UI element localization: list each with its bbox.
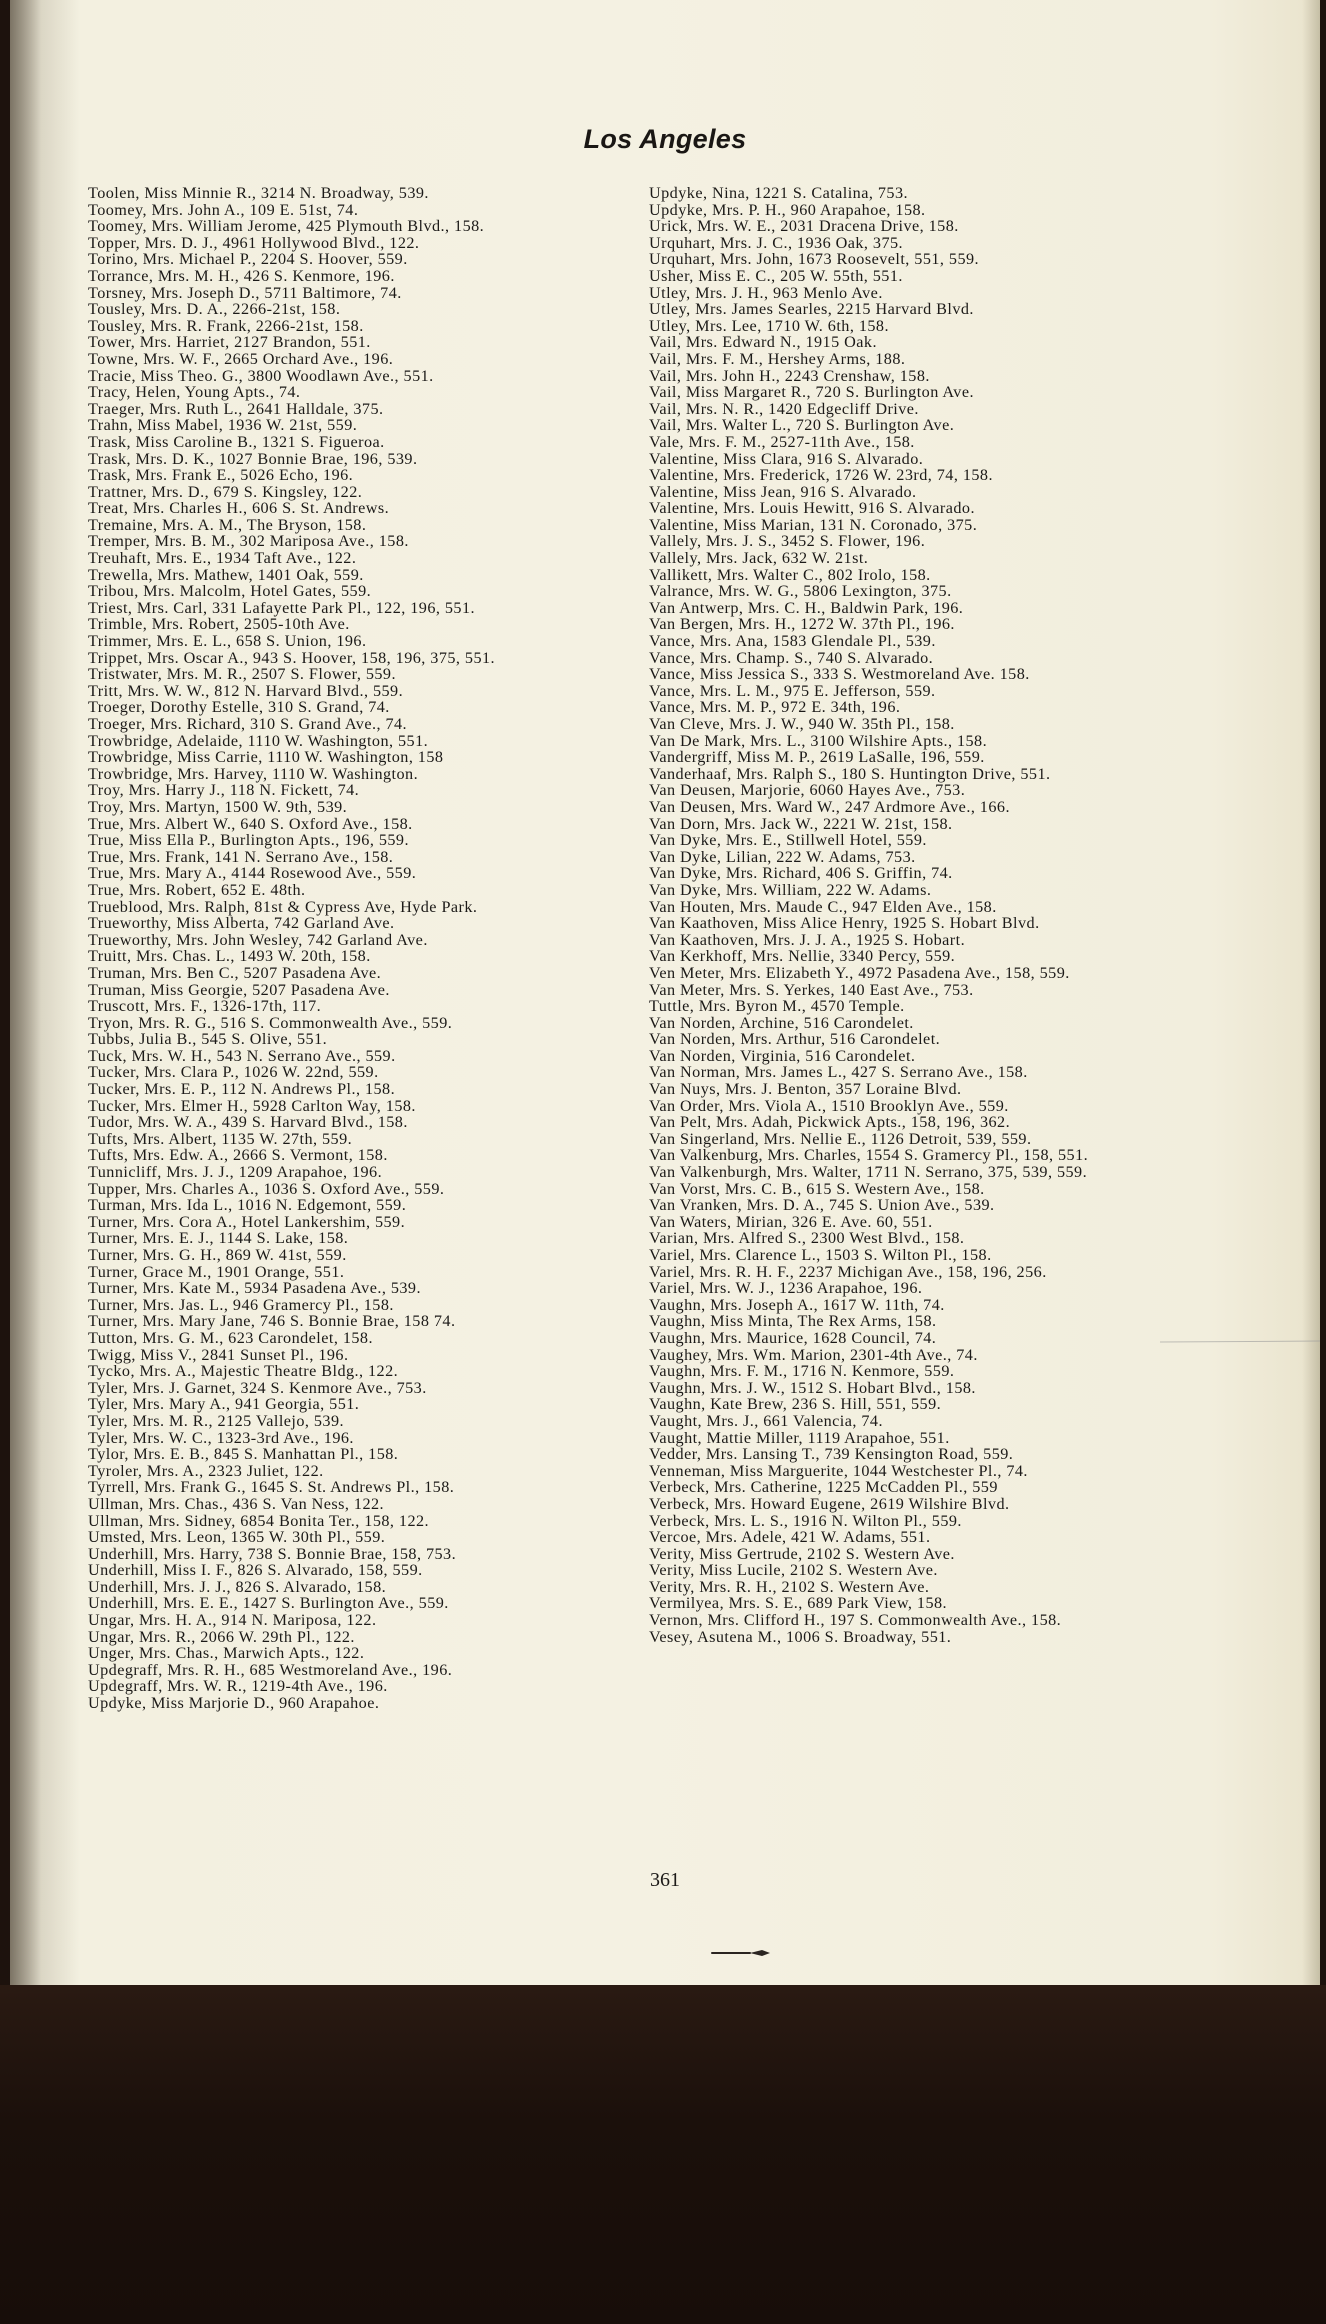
directory-entry: Verity, Miss Lucile, 2102 S. Western Ave. [649, 1561, 938, 1580]
directory-entry: Truscott, Mrs. F., 1326-17th, 117. [88, 997, 322, 1016]
directory-entry: Troeger, Mrs. Richard, 310 S. Grand Ave., 74. [88, 715, 408, 733]
directory-entry: Trahn, Miss Mabel, 1936 W. 21st, 559. [88, 416, 358, 435]
directory-entry: Truitt, Mrs. Chas. L., 1493 W. 20th, 158. [88, 947, 371, 966]
directory-entry: Vaughn, Miss Minta, The Rex Arms, 158. [649, 1312, 937, 1331]
directory-entry: Trowbridge, Mrs. Harvey, 1110 W. Washington. [88, 764, 419, 783]
directory-entry: Tufts, Mrs. Edw. A., 2666 S. Vermont, 158. [88, 1146, 388, 1165]
directory-entry: Van Dyke, Lilian, 222 W. Adams, 753. [649, 847, 916, 866]
directory-entry: Variel, Mrs. Clarence L., 1503 S. Wilton Pl., 158. [649, 1246, 992, 1264]
directory-entry: Turner, Mrs. G. H., 869 W. 41st, 559. [88, 1246, 347, 1264]
directory-entry: Towne, Mrs. W. F., 2665 Orchard Ave., 196. [88, 349, 394, 368]
directory-entry: Vallely, Mrs. J. S., 3452 S. Flower, 196. [649, 532, 926, 551]
directory-entry: Torrance, Mrs. M. H., 426 S. Kenmore, 196. [88, 266, 395, 285]
directory-entry: Vaughn, Mrs. F. M., 1716 N. Kenmore, 559. [649, 1362, 955, 1381]
directory-entry: Trask, Mrs. Frank E., 5026 Echo, 196. [88, 466, 354, 485]
directory-entry: Vance, Miss Jessica S., 333 S. Westmoreland Ave. 158. [649, 665, 1030, 684]
directory-entry: Vail, Mrs. F. M., Hershey Arms, 188. [649, 349, 906, 368]
directory-entry: Tower, Mrs. Harriet, 2127 Brandon, 551. [88, 333, 371, 352]
directory-entry: Van Vranken, Mrs. D. A., 745 S. Union Ave., 539. [649, 1196, 995, 1215]
directory-column-left [88, 185, 648, 1712]
directory-entry: Vedder, Mrs. Lansing T., 739 Kensington Road, 559. [649, 1445, 1014, 1464]
directory-entry: Treuhaft, Mrs. E., 1934 Taft Ave., 122. [88, 549, 357, 568]
directory-entry: Underhill, Mrs. E. E., 1427 S. Burlington Ave., 559. [88, 1594, 449, 1613]
directory-entry: Van Cleve, Mrs. J. W., 940 W. 35th Pl., 158. [649, 715, 955, 733]
directory-entry: Tucker, Mrs. E. P., 112 N. Andrews Pl., 158. [88, 1080, 396, 1099]
directory-entry: Van Bergen, Mrs. H., 1272 W. 37th Pl., 196. [649, 615, 955, 634]
directory-entry: Vance, Mrs. Champ. S., 740 S. Alvarado. [649, 648, 934, 667]
directory-entry: Utley, Mrs. Lee, 1710 W. 6th, 158. [649, 316, 889, 335]
directory-entry: Updyke, Miss Marjorie D., 960 Arapahoe. [88, 1694, 380, 1713]
directory-entry: Vail, Mrs. N. R., 1420 Edgecliff Drive. [649, 399, 919, 418]
directory-entry: Usher, Miss E. C., 205 W. 55th, 551. [649, 266, 903, 285]
page-edge-shadow [1302, 0, 1320, 1985]
directory-entry: Tupper, Mrs. Charles A., 1036 S. Oxford Ave., 559. [88, 1179, 445, 1198]
directory-entry: Trowbridge, Miss Carrie, 1110 W. Washington, 158 [88, 748, 444, 767]
directory-entry: Updyke, Nina, 1221 S. Catalina, 753. [649, 184, 908, 202]
directory-entry: Vernon, Mrs. Clifford H., 197 S. Commonwealth Ave., 158. [649, 1611, 1062, 1630]
directory-entry: Van Kerkhoff, Mrs. Nellie, 3340 Percy, 559. [649, 947, 956, 966]
directory-entry: Van Dyke, Mrs. Richard, 406 S. Griffin, 74. [649, 864, 953, 883]
directory-entry: Van Order, Mrs. Viola A., 1510 Brooklyn Ave., 559. [649, 1096, 1009, 1115]
book-page [10, 0, 1320, 1985]
directory-entry: Van Houten, Mrs. Maude C., 947 Elden Ave., 158. [649, 897, 997, 916]
directory-entry: Urquhart, Mrs. J. C., 1936 Oak, 375. [649, 233, 904, 252]
directory-entry: Tudor, Mrs. W. A., 439 S. Harvard Blvd., 158. [88, 1113, 408, 1132]
directory-entry: Trueworthy, Miss Alberta, 742 Garland Ave. [88, 914, 395, 933]
directory-entry: Toomey, Mrs. John A., 109 E. 51st, 74. [88, 200, 359, 219]
directory-entry: Trask, Miss Caroline B., 1321 S. Figueroa. [88, 432, 385, 451]
directory-entry: Trowbridge, Adelaide, 1110 W. Washington, 551. [88, 731, 429, 750]
directory-entry: Topper, Mrs. D. J., 4961 Hollywood Blvd., 122. [88, 233, 420, 252]
directory-entry: Turner, Grace M., 1901 Orange, 551. [88, 1262, 345, 1281]
directory-entry: Tristwater, Mrs. M. R., 2507 S. Flower, 559. [88, 665, 396, 684]
directory-entry: Tuck, Mrs. W. H., 543 N. Serrano Ave., 559. [88, 1046, 396, 1065]
directory-entry: Tylor, Mrs. E. B., 845 S. Manhattan Pl., 158. [88, 1445, 399, 1464]
directory-entry: Trattner, Mrs. D., 679 S. Kingsley, 122. [88, 482, 363, 501]
book-cover-background [0, 1985, 1326, 2324]
directory-entry: Van Pelt, Mrs. Adah, Pickwick Apts., 158, 196, 362. [649, 1113, 1011, 1132]
directory-entry: Valentine, Mrs. Louis Hewitt, 916 S. Alvarado. [649, 499, 975, 518]
directory-entry: Van Kaathoven, Miss Alice Henry, 1925 S. Hobart Blvd. [649, 914, 1040, 933]
directory-entry: Treat, Mrs. Charles H., 606 S. St. Andrews. [88, 499, 390, 518]
directory-entry: Valentine, Mrs. Frederick, 1726 W. 23rd, 74, 158. [649, 466, 993, 485]
directory-entry: Vance, Mrs. Ana, 1583 Glendale Pl., 539. [649, 632, 936, 651]
directory-entry: Toolen, Miss Minnie R., 3214 N. Broadway, 539. [88, 184, 429, 202]
directory-entry: True, Mrs. Robert, 652 E. 48th. [88, 880, 306, 899]
directory-entry: Troy, Mrs. Harry J., 118 N. Fickett, 74. [88, 781, 360, 800]
directory-entry: Van Nuys, Mrs. J. Benton, 357 Loraine Blvd. [649, 1080, 962, 1099]
directory-entry: Van Norden, Archine, 516 Carondelet. [649, 1013, 914, 1032]
directory-entry: Turner, Mrs. E. J., 1144 S. Lake, 158. [88, 1229, 349, 1248]
ornament-dash-icon [710, 1948, 780, 1958]
directory-entry: Van Valkenburg, Mrs. Charles, 1554 S. Gramercy Pl., 158, 551. [649, 1146, 1089, 1165]
directory-entry: Turner, Mrs. Kate M., 5934 Pasadena Ave., 539. [88, 1279, 421, 1298]
directory-entry: Updegraff, Mrs. W. R., 1219-4th Ave., 196. [88, 1677, 388, 1696]
directory-entry: Truman, Mrs. Ben C., 5207 Pasadena Ave. [88, 963, 382, 982]
directory-entry: Vail, Mrs. Walter L., 720 S. Burlington Ave. [649, 416, 955, 435]
directory-entry: Traeger, Mrs. Ruth L., 2641 Halldale, 375. [88, 399, 384, 418]
directory-entry: Tucker, Mrs. Elmer H., 5928 Carlton Way, 158. [88, 1096, 416, 1115]
directory-entry: Trask, Mrs. D. K., 1027 Bonnie Brae, 196, 539. [88, 449, 418, 468]
directory-entry: Tousley, Mrs. D. A., 2266-21st, 158. [88, 300, 341, 319]
page-gutter-shadow [10, 0, 80, 1985]
directory-entry: Vaught, Mrs. J., 661 Valencia, 74. [649, 1411, 883, 1430]
directory-entry: Tremper, Mrs. B. M., 302 Mariposa Ave., 158. [88, 532, 409, 551]
directory-entry: Tuttle, Mrs. Byron M., 4570 Temple. [649, 997, 905, 1016]
directory-column-right [649, 185, 1209, 1645]
directory-entry: Tyler, Mrs. M. R., 2125 Vallejo, 539. [88, 1411, 345, 1430]
directory-entry: Utley, Mrs. J. H., 963 Menlo Ave. [649, 283, 883, 302]
directory-entry: Tutton, Mrs. G. M., 623 Carondelet, 158. [88, 1328, 373, 1347]
directory-entry: Vandergriff, Miss M. P., 2619 LaSalle, 196, 559. [649, 748, 985, 767]
directory-entry: Underhill, Miss I. F., 826 S. Alvarado, 158, 559. [88, 1561, 423, 1580]
directory-entry: Umsted, Mrs. Leon, 1365 W. 30th Pl., 559. [88, 1528, 386, 1547]
directory-entry: Ullman, Mrs. Chas., 436 S. Van Ness, 122. [88, 1494, 385, 1513]
directory-entry: Van Deusen, Marjorie, 6060 Hayes Ave., 753. [649, 781, 966, 800]
page-title: Los Angeles [583, 124, 747, 154]
page-number: 361 [650, 1869, 680, 1891]
directory-entry: Ungar, Mrs. H. A., 914 N. Mariposa, 122. [88, 1611, 377, 1630]
directory-entry: Vercoe, Mrs. Adele, 421 W. Adams, 551. [649, 1528, 931, 1547]
directory-entry: Turman, Mrs. Ida L., 1016 N. Edgemont, 559. [88, 1196, 407, 1215]
directory-entry: Vail, Miss Margaret R., 720 S. Burlington Ave. [649, 383, 974, 402]
directory-entry: Van Singerland, Mrs. Nellie E., 1126 Detroit, 539, 559. [649, 1129, 1032, 1148]
directory-entry: Ullman, Mrs. Sidney, 6854 Bonita Ter., 158, 122. [88, 1511, 430, 1530]
directory-entry: Underhill, Mrs. Harry, 738 S. Bonnie Brae, 158, 753. [88, 1544, 457, 1563]
directory-entry: Unger, Mrs. Chas., Marwich Apts., 122. [88, 1644, 365, 1663]
directory-entry: Vanderhaaf, Mrs. Ralph S., 180 S. Huntington Drive, 551. [649, 764, 1051, 783]
directory-entry: Tritt, Mrs. W. W., 812 N. Harvard Blvd., 559. [88, 681, 404, 700]
directory-entry: Troy, Mrs. Martyn, 1500 W. 9th, 539. [88, 797, 348, 816]
pencil-stroke-mark [1160, 1340, 1320, 1344]
directory-entry: Vaught, Mattie Miller, 1119 Arapahoe, 551. [649, 1428, 950, 1447]
directory-entry: Toomey, Mrs. William Jerome, 425 Plymouth Blvd., 158. [88, 217, 485, 236]
directory-entry: Venneman, Miss Marguerite, 1044 Westchester Pl., 74. [649, 1461, 1028, 1480]
directory-entry: Tyler, Mrs. W. C., 1323-3rd Ave., 196. [88, 1428, 354, 1447]
directory-entry: Triest, Mrs. Carl, 331 Lafayette Park Pl., 122, 196, 551. [88, 598, 475, 617]
directory-entry: Urquhart, Mrs. John, 1673 Roosevelt, 551, 559. [649, 250, 980, 269]
directory-entry: Verity, Miss Gertrude, 2102 S. Western Ave. [649, 1544, 955, 1563]
directory-entry: Turner, Mrs. Cora A., Hotel Lankershim, 559. [88, 1212, 406, 1231]
directory-entry: Torino, Mrs. Michael P., 2204 S. Hoover, 559. [88, 250, 408, 269]
directory-entry: Trimble, Mrs. Robert, 2505-10th Ave. [88, 615, 350, 634]
directory-entry: Vale, Mrs. F. M., 2527-11th Ave., 158. [649, 432, 915, 451]
directory-entry: Vaughn, Kate Brew, 236 S. Hill, 551, 559. [649, 1395, 942, 1414]
directory-entry: True, Mrs. Albert W., 640 S. Oxford Ave., 158. [88, 814, 413, 833]
directory-entry: Van Antwerp, Mrs. C. H., Baldwin Park, 196. [649, 598, 964, 617]
directory-entry: Turner, Mrs. Mary Jane, 746 S. Bonnie Brae, 158 74. [88, 1312, 456, 1331]
directory-entry: True, Miss Ella P., Burlington Apts., 196, 559. [88, 831, 409, 850]
directory-entry: Vermilyea, Mrs. S. E., 689 Park View, 158. [649, 1594, 948, 1613]
directory-entry: Ungar, Mrs. R., 2066 W. 29th Pl., 122. [88, 1627, 355, 1646]
directory-entry: Trueblood, Mrs. Ralph, 81st & Cypress Ave, Hyde Park. [88, 897, 478, 916]
directory-entry: True, Mrs. Frank, 141 N. Serrano Ave., 158. [88, 847, 394, 866]
directory-entry: Vaughn, Mrs. Maurice, 1628 Council, 74. [649, 1328, 937, 1347]
directory-entry: Turner, Mrs. Jas. L., 946 Gramercy Pl., 158. [88, 1295, 394, 1314]
directory-entry: Twigg, Miss V., 2841 Sunset Pl., 196. [88, 1345, 349, 1364]
directory-entry: Vallikett, Mrs. Walter C., 802 Irolo, 158. [649, 565, 931, 584]
directory-entry: Van De Mark, Mrs. L., 3100 Wilshire Apts., 158. [649, 731, 988, 750]
directory-entry: Vail, Mrs. Edward N., 1915 Oak. [649, 333, 877, 352]
directory-entry: Verbeck, Mrs. L. S., 1916 N. Wilton Pl., 559. [649, 1511, 962, 1530]
directory-entry: Van Norden, Virginia, 516 Carondelet. [649, 1046, 916, 1065]
directory-entry: Urick, Mrs. W. E., 2031 Dracena Drive, 158. [649, 217, 959, 236]
directory-entry: Valentine, Miss Clara, 916 S. Alvarado. [649, 449, 924, 468]
directory-entry: Tribou, Mrs. Malcolm, Hotel Gates, 559. [88, 582, 372, 601]
directory-entry: Underhill, Mrs. J. J., 826 S. Alvarado, 158. [88, 1577, 387, 1596]
directory-entry: Van Valkenburgh, Mrs. Walter, 1711 N. Serrano, 375, 539, 559. [649, 1163, 1088, 1182]
directory-entry: Vallely, Mrs. Jack, 632 W. 21st. [649, 549, 869, 568]
directory-entry: Torsney, Mrs. Joseph D., 5711 Baltimore, 74. [88, 283, 402, 302]
directory-entry: Variel, Mrs. W. J., 1236 Arapahoe, 196. [649, 1279, 923, 1298]
directory-entry: Tyroler, Mrs. A., 2323 Juliet, 122. [88, 1461, 324, 1480]
directory-entry: Troeger, Dorothy Estelle, 310 S. Grand, 74. [88, 698, 390, 717]
directory-entry: Van Norman, Mrs. James L., 427 S. Serrano Ave., 158. [649, 1063, 1028, 1082]
directory-entry: Van Dorn, Mrs. Jack W., 2221 W. 21st, 158. [649, 814, 953, 833]
directory-entry: True, Mrs. Mary A., 4144 Rosewood Ave., 559. [88, 864, 417, 883]
directory-entry: Verbeck, Mrs. Howard Eugene, 2619 Wilshire Blvd. [649, 1494, 1010, 1513]
directory-entry: Tracy, Helen, Young Apts., 74. [88, 383, 301, 402]
directory-entry: Trippet, Mrs. Oscar A., 943 S. Hoover, 158, 196, 375, 551. [88, 648, 496, 667]
directory-entry: Trimmer, Mrs. E. L., 658 S. Union, 196. [88, 632, 367, 651]
directory-entry: Truman, Miss Georgie, 5207 Pasadena Ave. [88, 980, 390, 999]
directory-entry: Verbeck, Mrs. Catherine, 1225 McCadden Pl., 559 [649, 1478, 998, 1497]
directory-entry: Van Waters, Mirian, 326 E. Ave. 60, 551. [649, 1212, 933, 1231]
directory-entry: Vaughn, Mrs. Joseph A., 1617 W. 11th, 74. [649, 1295, 945, 1314]
directory-entry: Tyler, Mrs. Mary A., 941 Georgia, 551. [88, 1395, 360, 1414]
directory-entry: Vance, Mrs. L. M., 975 E. Jefferson, 559. [649, 681, 936, 700]
directory-entry: Tycko, Mrs. A., Majestic Theatre Bldg., 122. [88, 1362, 399, 1381]
directory-entry: Verity, Mrs. R. H., 2102 S. Western Ave. [649, 1577, 930, 1596]
directory-entry: Tufts, Mrs. Albert, 1135 W. 27th, 559. [88, 1129, 353, 1148]
directory-entry: Updyke, Mrs. P. H., 960 Arapahoe, 158. [649, 200, 926, 219]
directory-entry: Variel, Mrs. R. H. F., 2237 Michigan Ave., 158, 196, 256. [649, 1262, 1047, 1281]
directory-entry: Van Dyke, Mrs. William, 222 W. Adams. [649, 880, 932, 899]
directory-entry: Vaughn, Mrs. J. W., 1512 S. Hobart Blvd., 158. [649, 1378, 976, 1397]
directory-entry: Van Meter, Mrs. S. Yerkes, 140 East Ave., 753. [649, 980, 974, 999]
directory-entry: Vail, Mrs. John H., 2243 Crenshaw, 158. [649, 366, 930, 385]
directory-entry: Van Vorst, Mrs. C. B., 615 S. Western Ave., 158. [649, 1179, 985, 1198]
directory-entry: Updegraff, Mrs. R. H., 685 Westmoreland Ave., 196. [88, 1660, 453, 1679]
directory-entry: Tremaine, Mrs. A. M., The Bryson, 158. [88, 515, 367, 534]
directory-entry: Valentine, Miss Jean, 916 S. Alvarado. [649, 482, 917, 501]
directory-entry: Tunnicliff, Mrs. J. J., 1209 Arapahoe, 196. [88, 1163, 383, 1182]
directory-entry: Tryon, Mrs. R. G., 516 S. Commonwealth Ave., 559. [88, 1013, 453, 1032]
directory-entry: Van Dyke, Mrs. E., Stillwell Hotel, 559. [649, 831, 927, 850]
directory-entry: Vaughey, Mrs. Wm. Marion, 2301-4th Ave., 74. [649, 1345, 978, 1364]
directory-entry: Van Norden, Mrs. Arthur, 516 Carondelet. [649, 1030, 941, 1049]
directory-entry: Tracie, Miss Theo. G., 3800 Woodlawn Ave., 551. [88, 366, 434, 385]
directory-entry: Utley, Mrs. James Searles, 2215 Harvard Blvd. [649, 300, 974, 319]
directory-entry: Trewella, Mrs. Mathew, 1401 Oak, 559. [88, 565, 364, 584]
directory-entry: Van Deusen, Mrs. Ward W., 247 Ardmore Ave., 166. [649, 797, 1010, 816]
directory-entry: Tousley, Mrs. R. Frank, 2266-21st, 158. [88, 316, 364, 335]
directory-entry: Trueworthy, Mrs. John Wesley, 742 Garland Ave. [88, 930, 428, 949]
directory-entry: Tubbs, Julia B., 545 S. Olive, 551. [88, 1030, 328, 1049]
directory-entry: Tucker, Mrs. Clara P., 1026 W. 22nd, 559. [88, 1063, 379, 1082]
directory-entry: Vesey, Asutena M., 1006 S. Broadway, 551. [649, 1627, 952, 1646]
directory-entry: Van Kaathoven, Mrs. J. J. A., 1925 S. Hobart. [649, 930, 966, 949]
directory-entry: Valentine, Miss Marian, 131 N. Coronado, 375. [649, 515, 978, 534]
directory-entry: Vance, Mrs. M. P., 972 E. 34th, 196. [649, 698, 901, 717]
directory-entry: Ven Meter, Mrs. Elizabeth Y., 4972 Pasadena Ave., 158, 559. [649, 963, 1070, 982]
directory-entry: Tyrrell, Mrs. Frank G., 1645 S. St. Andrews Pl., 158. [88, 1478, 455, 1497]
directory-entry: Tyler, Mrs. J. Garnet, 324 S. Kenmore Ave., 753. [88, 1378, 427, 1397]
directory-entry: Varian, Mrs. Alfred S., 2300 West Blvd., 158. [649, 1229, 965, 1248]
directory-entry: Valrance, Mrs. W. G., 5806 Lexington, 375. [649, 582, 952, 601]
